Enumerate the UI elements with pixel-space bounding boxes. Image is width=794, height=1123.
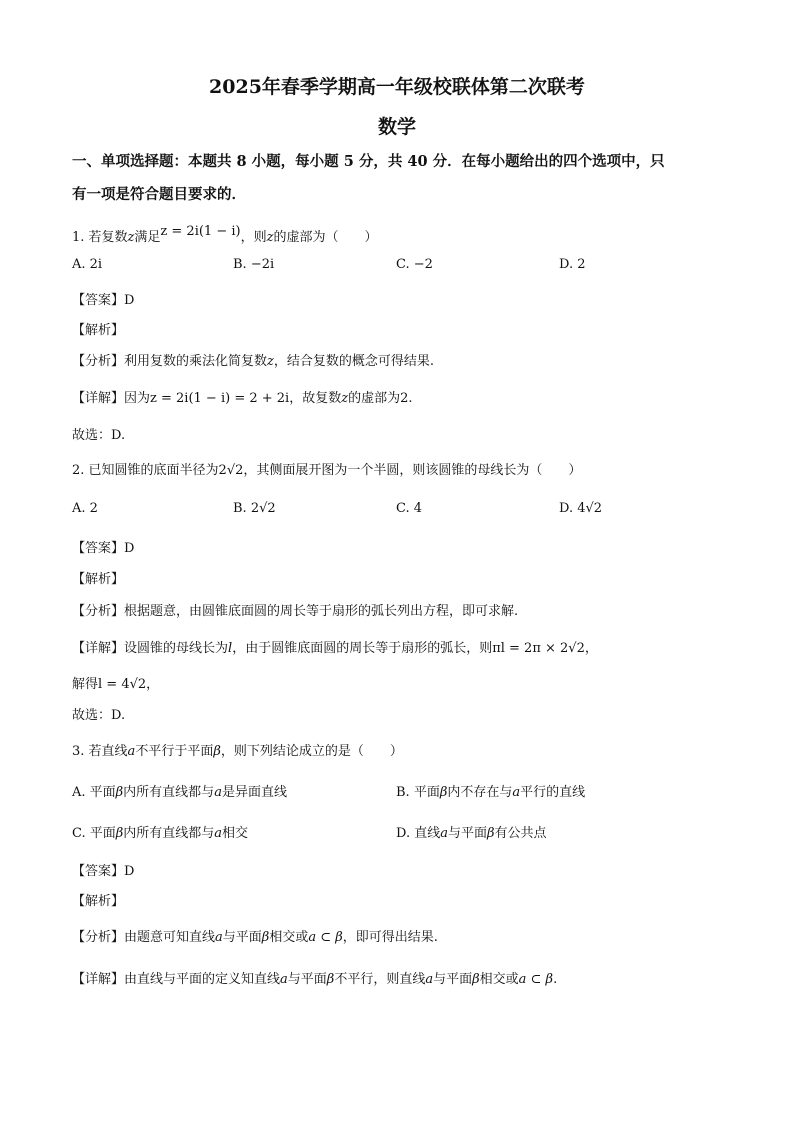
q3-fenxi-a: 【分析】由题意可知直线: [72, 930, 216, 945]
q1-guxuan: 故选：D.: [72, 428, 126, 443]
q2-xiangjie: [72, 637, 598, 656]
q1-xiangjie-val: 2: [400, 391, 409, 406]
q1-stem-c: ，则: [240, 230, 267, 245]
q1-option-c: C. −2: [396, 257, 433, 272]
q3-fenxi-b: 与平面: [222, 930, 262, 945]
q3-optB-a-var: a: [512, 785, 521, 800]
q3-optB-a: B. 平面: [396, 785, 440, 800]
q3-xiangjie-beta: β: [326, 972, 335, 987]
q3-stem-a: 3. 若直线: [72, 744, 128, 759]
q3-optA-b: 内所有直线都与: [123, 785, 215, 800]
q3-option-d: [396, 822, 547, 841]
q3-fenxi-formula: a ⊂ β: [308, 930, 343, 945]
q1-option-b: B. −2i: [233, 257, 275, 272]
question-1-stem: [72, 226, 377, 245]
q2-answer: 【答案】D: [72, 541, 135, 556]
q1-xiangjie-formula: z = 2i(1 − i) = 2 + 2i: [150, 391, 290, 406]
q1-xiangjie-end: .: [408, 391, 413, 406]
q1-stem-a: 1. 若复数: [72, 230, 128, 245]
q3-optC-a: C. 平面: [72, 826, 116, 841]
q2-stem-b: ，其侧面展开图为一个半圆，则该圆锥的母线长为（ ）: [243, 463, 582, 478]
q2-jiexi: 【解析】: [72, 572, 125, 587]
q2-jiede-end: ，: [146, 677, 160, 692]
q3-xiangjie-end: .: [553, 972, 558, 987]
q1-fenxi-a: 【分析】利用复数的乘法化简复数: [72, 354, 268, 369]
q2-stem-val: 2√2: [218, 463, 244, 478]
q1-xiangjie-var: z: [341, 391, 349, 406]
q3-optA-c: 是异面直线: [221, 785, 287, 800]
q1-xiangjie-b: ，故复数: [289, 391, 342, 406]
q2-guxuan: 故选：D.: [72, 708, 126, 723]
q1-fenxi-b: ，结合复数的概念可得结果.: [273, 354, 435, 369]
q1-xiangjie-c: 的虚部为: [348, 391, 401, 406]
q2-xiangjie-formula: πl = 2π × 2√2: [492, 641, 585, 656]
q2-option-c: C. 4: [396, 501, 423, 516]
q3-var-beta: β: [213, 744, 221, 759]
q3-optC-c: 相交: [222, 826, 249, 841]
q1-var-z2: z: [266, 230, 274, 245]
q3-xiangjie-c: 不平行，则直线: [334, 972, 426, 987]
q1-option-d: D. 2: [559, 257, 586, 272]
q1-stem-d: 的虚部为（ ）: [273, 230, 378, 245]
q1-formula: z = 2i(1 − i): [160, 224, 241, 239]
q1-jiexi: 【解析】: [72, 323, 125, 338]
q2-xiangjie-b: ，由于圆锥底面圆的周长等于扇形的弧长，则: [232, 641, 493, 656]
q3-answer: 【答案】D: [72, 864, 135, 879]
q3-optB-c: 平行的直线: [520, 785, 586, 800]
section-heading-line1: 一、单项选择题：本题共 8 小题，每小题 5 分，共 40 分．在每小题给出的四个选项中，只: [72, 153, 665, 170]
q3-option-a: [72, 781, 287, 800]
q3-optA-a: A. 平面: [72, 785, 116, 800]
q3-xiangjie: [72, 968, 557, 987]
q3-fenxi-beta: β: [261, 930, 270, 945]
q3-var-a: a: [127, 744, 136, 759]
q1-answer: 【答案】D: [72, 293, 135, 308]
q3-fenxi-c: 相交或: [269, 930, 309, 945]
q3-xiangjie-a-var: a: [280, 972, 288, 987]
q3-option-b: [396, 781, 585, 800]
q3-optD-beta: β: [487, 826, 495, 841]
q2-var-l: l: [228, 641, 233, 656]
q3-xiangjie-a-var2: a: [425, 972, 434, 987]
q3-optD-c: 有公共点: [494, 826, 547, 841]
q3-optB-b: 内不存在与: [447, 785, 513, 800]
q3-optB-beta: β: [439, 785, 448, 800]
q3-optA-beta: β: [115, 785, 124, 800]
q3-optA-a-var: a: [214, 785, 222, 800]
q3-option-c: [72, 822, 248, 841]
q1-var-z: z: [127, 230, 135, 245]
q2-xiangjie-end: ，: [584, 641, 598, 656]
q3-xiangjie-d: 与平面: [433, 972, 473, 987]
q1-xiangjie-a: 【详解】因为: [72, 391, 151, 406]
q2-option-a: A. 2: [72, 501, 98, 516]
q2-stem-a: 2. 已知圆锥的底面半径为: [72, 463, 219, 478]
q3-optD-a: D. 直线: [396, 826, 441, 841]
q3-optC-b: 内所有直线都与: [123, 826, 215, 841]
q3-stem-b: 不平行于平面: [135, 744, 214, 759]
q2-jiede-formula: l = 4√2: [98, 677, 147, 692]
q1-xiangjie: [72, 387, 413, 406]
q1-option-a: A. 2i: [72, 257, 103, 272]
q2-fenxi: 【分析】根据题意，由圆锥底面圆的周长等于扇形的弧长列出方程，即可求解.: [72, 604, 519, 619]
q2-xiangjie-a: 【详解】设圆锥的母线长为: [72, 641, 229, 656]
q3-xiangjie-beta2: β: [472, 972, 480, 987]
q3-optD-a-var: a: [440, 826, 448, 841]
q3-optC-beta: β: [115, 826, 124, 841]
q3-xiangjie-e: 相交或: [479, 972, 519, 987]
section-heading-line2: 有一项是符合题目要求的．: [72, 186, 246, 203]
q3-optC-a-var: a: [214, 826, 223, 841]
q3-fenxi-d: ，即可得出结果.: [342, 930, 438, 945]
q2-jiede: [72, 673, 159, 692]
q2-jiede-a: 解得: [72, 677, 99, 692]
subject-title: 数学: [377, 116, 416, 138]
q1-fenxi: [72, 350, 434, 369]
q1-stem-b: 满足: [134, 230, 161, 245]
q3-fenxi: [72, 926, 438, 945]
question-3-stem: [72, 740, 403, 759]
q3-xiangjie-a: 【详解】由直线与平面的定义知直线: [72, 972, 281, 987]
q3-stem-c: ，则下列结论成立的是（ ）: [220, 744, 403, 759]
q2-option-b: B. 2√2: [233, 501, 276, 516]
q3-xiangjie-formula: a ⊂ β: [518, 972, 554, 987]
q2-option-d: D. 4√2: [559, 501, 603, 516]
q1-fenxi-var: z: [267, 354, 274, 369]
q3-jiexi: 【解析】: [72, 894, 125, 909]
q3-xiangjie-b: 与平面: [287, 972, 327, 987]
page-title: 2025年春季学期高一年级校联体第二次联考: [209, 76, 585, 98]
question-2-stem: [72, 459, 581, 478]
q3-optD-b: 与平面: [448, 826, 488, 841]
q3-fenxi-a-var: a: [215, 930, 223, 945]
